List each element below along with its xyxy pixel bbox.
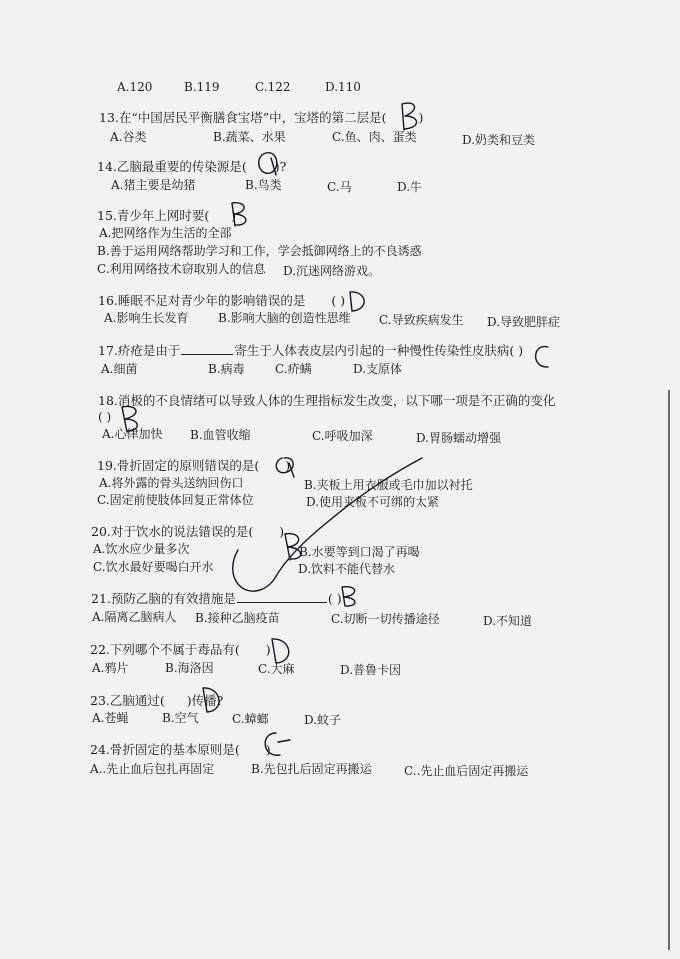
q18-option-d: D.胃肠蠕动增强 [416,431,502,445]
q16-stem: 16.睡眠不足对青少年的影响错误的是 ( ) [98,293,346,308]
q17-option-c: C.疥螨 [275,362,312,376]
q12-option-a: A.120 [117,80,153,94]
q22-option-a: A.鸦片 [92,661,129,675]
q15-stem: 15.青少年上网时要( ) [97,208,237,223]
q16-option-b: B.影响大脑的创造性思维 [218,311,351,325]
q20-option-b: B.水要等到口渴了再喝 [299,545,420,559]
q17-stem: 17.疥疮是由于 寄生于人体表皮层内引起的一种慢性传染性皮肤病( ) [98,343,524,358]
q12-option-c: C.122 [255,80,291,94]
q22-option-b: B.海洛因 [165,661,214,675]
q13-option-a: A.谷类 [110,130,147,144]
q21-blank [237,592,327,603]
q16-option-d: D.导致肥胖症 [487,315,561,329]
q17-option-b: B.病毒 [208,362,245,376]
q17-blank [181,344,233,355]
q19-option-a: A.将外露的骨头送纳回伤口 [99,476,244,490]
q15-option-a: A.把网络作为生活的全部 [99,226,232,240]
q21-stem: 21.预防乙脑的有效措施是 ( ) [91,591,342,606]
q20-stem: 20.对于饮水的说法错误的是( ) [91,524,285,539]
q13-option-d: D.奶类和豆类 [462,133,536,147]
q15-option-d: D.沉迷网络游戏。 [283,264,381,278]
q23-stem: 23.乙脑通过( )传播? [90,693,224,708]
q17-option-d: D.支原体 [353,362,403,376]
q23-option-d: D.蚊子 [304,713,342,727]
q16-option-c: C.导致疾病发生 [379,313,464,327]
q18-option-b: B.血管收缩 [190,428,251,442]
q19-option-b: B.夹板上用衣服或毛巾加以衬托 [304,478,473,492]
q14-option-c: C.马 [327,180,352,194]
q18-option-c: C.呼吸加深 [312,429,373,443]
q14-option-a: A.猪主要是幼猪 [111,178,196,192]
q23-option-c: C.蟑螂 [232,712,269,726]
q14-option-b: B.鸟类 [245,178,282,192]
q17-option-a: A.细菌 [101,362,138,376]
q20-option-a: A.饮水应少量多次 [93,542,190,556]
q24-option-a: A..先止血后包扎再固定 [90,762,215,776]
q22-option-d: D.普鲁卡因 [340,663,402,677]
q18-paren: ( ) [98,410,112,424]
q21-option-a: A.隔离乙脑病人 [92,610,177,624]
q19-option-c: C.固定前使肢体回复正常体位 [97,493,254,507]
q14-stem: 14.乙脑最重要的传染源是( )? [97,159,287,174]
q14-option-d: D.牛 [397,180,423,194]
q12-option-d: D.110 [325,80,361,94]
answer-mark-q21 [342,587,355,606]
q24-stem: 24.骨折固定的基本原则是( ) [90,742,271,757]
q19-stem: 19.骨折固定的原则错误的是( ) [97,458,291,473]
q20-option-d: D.饮料不能代替水 [298,562,396,576]
answer-mark-q22 [272,639,289,663]
q13-option-b: B.蔬菜、水果 [213,130,286,144]
q13-stem: 13.在“中国居民平衡膳食宝塔”中，宝塔的第二层是( ) [99,110,424,125]
q18-option-a: A.心律加快 [102,427,163,441]
q20-option-c: C.饮水最好要喝白开水 [93,560,214,574]
q24-option-b: B.先包扎后固定再搬运 [251,762,372,776]
q21-option-b: B.接种乙脑疫苗 [195,611,280,625]
q22-stem: 22.下列哪个不属于毒品有( ) [90,642,271,657]
q12-option-b: B.119 [184,80,220,94]
q13-option-c: C.鱼、肉、蛋类 [332,130,417,144]
q21-option-c: C.切断一切传播途径 [331,612,440,626]
q19-option-d: D.使用夹板不可绑的太紧 [306,495,440,509]
q15-option-b: B.善于运用网络帮助学习和工作，学会抵御网络上的不良诱惑 [97,244,422,258]
q23-option-b: B.空气 [162,711,199,725]
q22-option-c: C.大麻 [258,662,295,676]
q23-option-a: A.苍蝇 [92,711,129,725]
answer-mark-q17 [536,347,548,367]
q15-option-c: C.利用网络技术窃取别人的信息 [97,262,266,276]
q16-option-a: A.影响生长发育 [104,311,189,325]
scan-edge-line [668,390,670,950]
q18-stem: 18.消极的不良情绪可以导致人体的生理指标发生改变，以下哪一项是不正确的变化 [98,393,556,408]
q24-option-c: C..先止血后固定再搬运 [404,764,529,778]
answer-mark-q16 [350,292,364,311]
q21-option-d: D.不知道 [483,614,533,628]
